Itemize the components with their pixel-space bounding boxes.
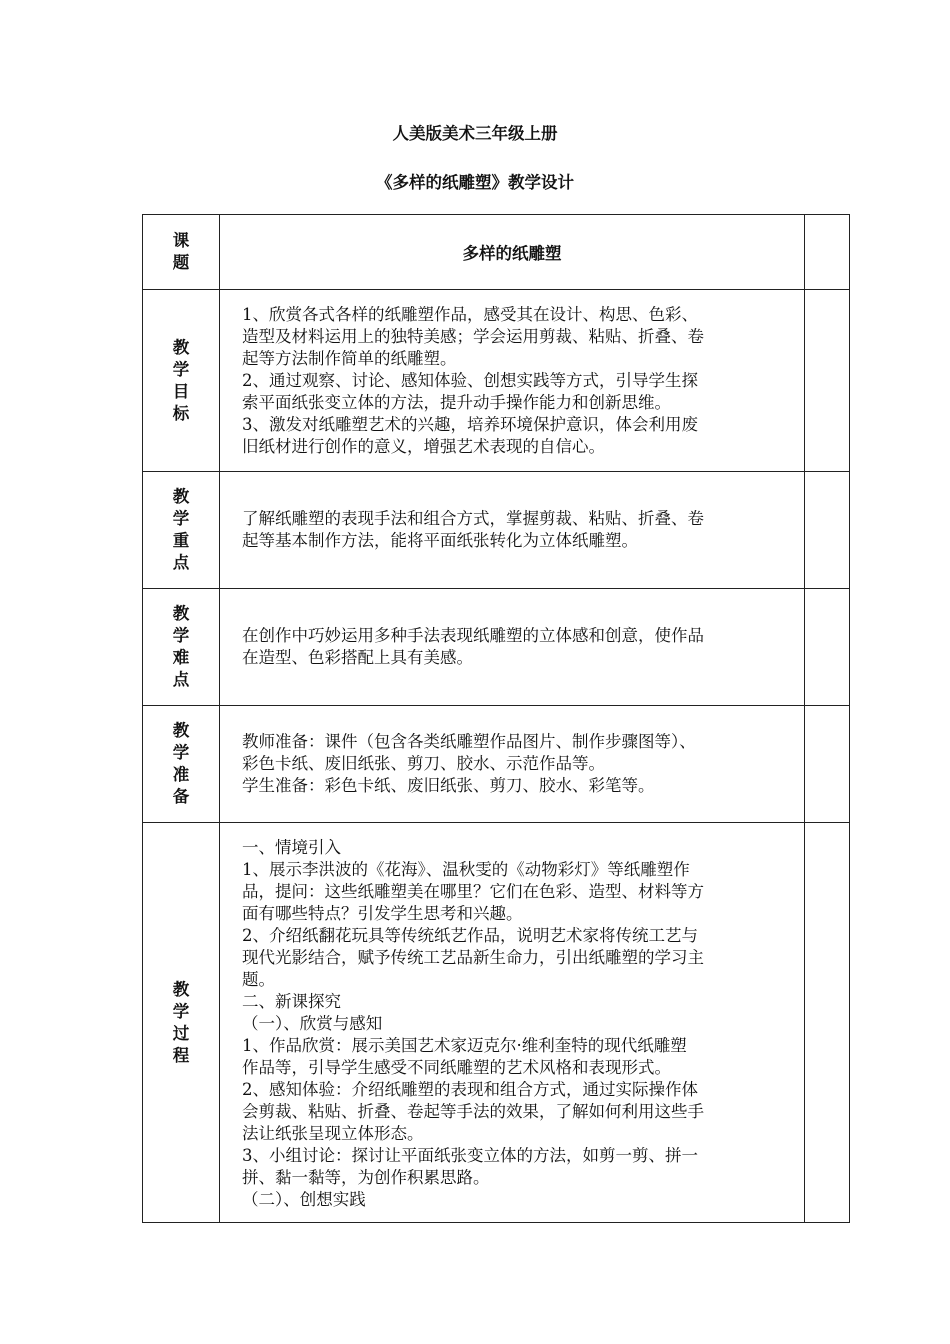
label-difficulties: 教 学 难 点 bbox=[143, 589, 220, 706]
row-subject bbox=[143, 215, 850, 290]
subject-value: 多样的纸雕塑 bbox=[220, 215, 805, 290]
row-key-points bbox=[143, 472, 850, 589]
empty-cell bbox=[805, 706, 850, 823]
goals-content: 1、欣赏各式各样的纸雕塑作品，感受其在设计、构思、色彩、 造型及材料运用上的独特美感；学会运用剪裁、粘贴、折叠、卷 起等方法制作简单的纸雕塑。 2、通过观察、讨论、感知体验、创想实践等方式，引导学生探 索平面纸张变立体的方法，提升动手操作能力和创新思维。 3、激发对纸雕塑艺术的兴趣，培养环境保护意识，体会利用废 旧纸材进行创作的意义，增强艺术表现的自信心。 bbox=[220, 290, 805, 472]
process-content: 一、情境引入 1、展示李洪波的《花海》、温秋雯的《动物彩灯》等纸雕塑作 品，提问：这些纸雕塑美在哪里？它们在色彩、造型、材料等方 面有哪些特点？引发学生思考和兴趣。 2、介绍纸翻花玩具等传统纸艺作品，说明艺术家将传统工艺与 现代光影结合，赋予传统工艺品新生命力，引出纸雕塑的学习主 题。 二、新课探究 （一）、欣赏与感知 1、作品欣赏：展示美国艺术家迈克尔·维利奎特的现代纸雕塑 作品等，引导学生感受不同纸雕塑的艺术风格和表现形式。 2、感知体验：介绍纸雕塑的表现和组合方式，通过实际操作体 会剪裁、粘贴、折叠、卷起等手法的效果，了解如何利用这些手 法让纸张呈现立体形态。 3、小组讨论：探讨让平面纸张变立体的方法，如剪一剪、拼一 拼、黏一黏等，为创作积累思路。 （二）、创想实践 bbox=[220, 823, 805, 1223]
label-subject: 课 题 bbox=[143, 215, 220, 290]
label-key-points: 教 学 重 点 bbox=[143, 472, 220, 589]
row-process bbox=[143, 823, 850, 1223]
empty-cell bbox=[805, 215, 850, 290]
empty-cell bbox=[805, 290, 850, 472]
label-goals: 教 学 目 标 bbox=[143, 290, 220, 472]
empty-cell bbox=[805, 472, 850, 589]
label-preparation: 教 学 准 备 bbox=[143, 706, 220, 823]
document-title-line1: 人美版美术三年级上册 bbox=[392, 124, 558, 143]
key-points-content: 了解纸雕塑的表现手法和组合方式，掌握剪裁、粘贴、折叠、卷 起等基本制作方法，能将平面纸张转化为立体纸雕塑。 bbox=[220, 472, 805, 589]
row-goals bbox=[143, 290, 850, 472]
empty-cell bbox=[805, 823, 850, 1223]
preparation-content: 教师准备：课件（包含各类纸雕塑作品图片、制作步骤图等）、 彩色卡纸、废旧纸张、剪刀、胶水、示范作品等。 学生准备：彩色卡纸、废旧纸张、剪刀、胶水、彩笔等。 bbox=[220, 706, 805, 823]
difficulties-content: 在创作中巧妙运用多种手法表现纸雕塑的立体感和创意，使作品 在造型、色彩搭配上具有美感。 bbox=[220, 589, 805, 706]
row-difficulties bbox=[143, 589, 850, 706]
label-process: 教 学 过 程 bbox=[143, 823, 220, 1223]
document-title-line2: 《多样的纸雕塑》教学设计 bbox=[376, 173, 574, 192]
row-preparation bbox=[143, 706, 850, 823]
lesson-plan-table bbox=[142, 214, 850, 1223]
empty-cell bbox=[805, 589, 850, 706]
